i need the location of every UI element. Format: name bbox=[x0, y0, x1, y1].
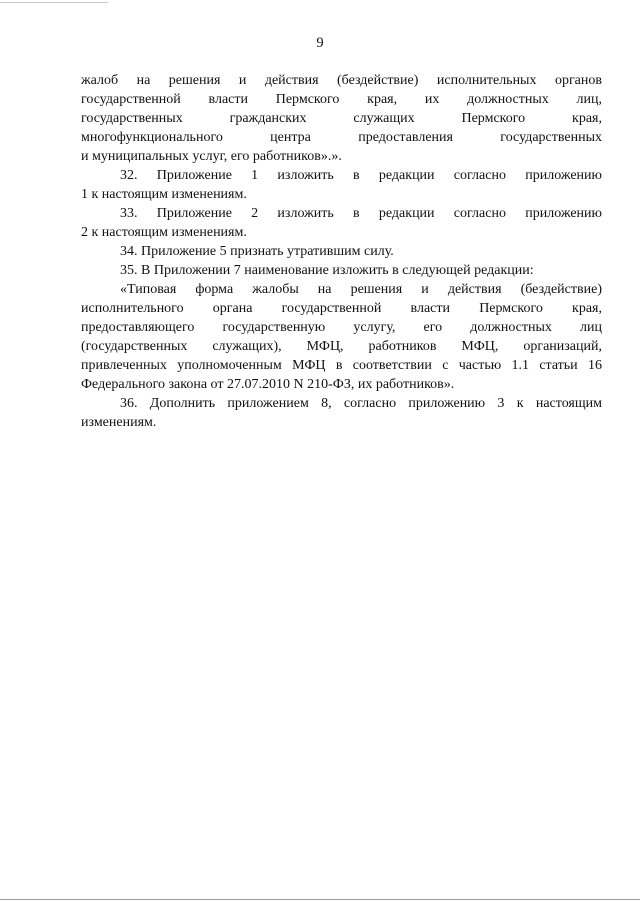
paragraph-36-line: изменениям. bbox=[81, 415, 157, 430]
paragraph-33-line: 33. Приложение 2 изложить в редакции согласно приложению bbox=[120, 206, 602, 221]
paragraph-32-line: 32. Приложение 1 изложить в редакции согласно приложению bbox=[120, 168, 602, 183]
quote-line: исполнительного органа государственной власти Пермского края, bbox=[81, 301, 602, 316]
paragraph-32-line: 1 к настоящим изменениям. bbox=[81, 187, 247, 202]
quote-line: привлеченных уполномоченным МФЦ в соответствии с частью 1.1 статьи 16 bbox=[81, 358, 602, 373]
text-line: государственных гражданских служащих Пермского края, bbox=[81, 111, 602, 126]
text-line: государственной власти Пермского края, их должностных лиц, bbox=[81, 92, 602, 107]
scan-edge-top bbox=[0, 2, 108, 3]
paragraph-33-line: 2 к настоящим изменениям. bbox=[81, 225, 247, 240]
document-body bbox=[81, 71, 602, 432]
quote-line: (государственных служащих), МФЦ, работников МФЦ, организаций, bbox=[81, 339, 602, 354]
scan-edge-bottom bbox=[0, 899, 640, 900]
quote-line: «Типовая форма жалобы на решения и действия (бездействие) bbox=[120, 282, 602, 297]
page-number: 9 bbox=[316, 35, 324, 51]
paragraph-35-line: 35. В Приложении 7 наименование изложить в следующей редакции: bbox=[120, 263, 534, 278]
paragraph-36-line: 36. Дополнить приложением 8, согласно приложению 3 к настоящим bbox=[120, 396, 602, 411]
text-line: и муниципальных услуг, его работников».». bbox=[81, 149, 342, 164]
quote-line: Федерального закона от 27.07.2010 N 210-ФЗ, их работников». bbox=[81, 377, 455, 392]
paragraph-34-line: 34. Приложение 5 признать утратившим силу. bbox=[120, 244, 394, 259]
text-line: жалоб на решения и действия (бездействие) исполнительных органов bbox=[81, 73, 602, 88]
quote-line: предоставляющего государственную услугу, его должностных лиц bbox=[81, 320, 602, 335]
text-line: многофункционального центра предоставления государственных bbox=[81, 130, 602, 145]
